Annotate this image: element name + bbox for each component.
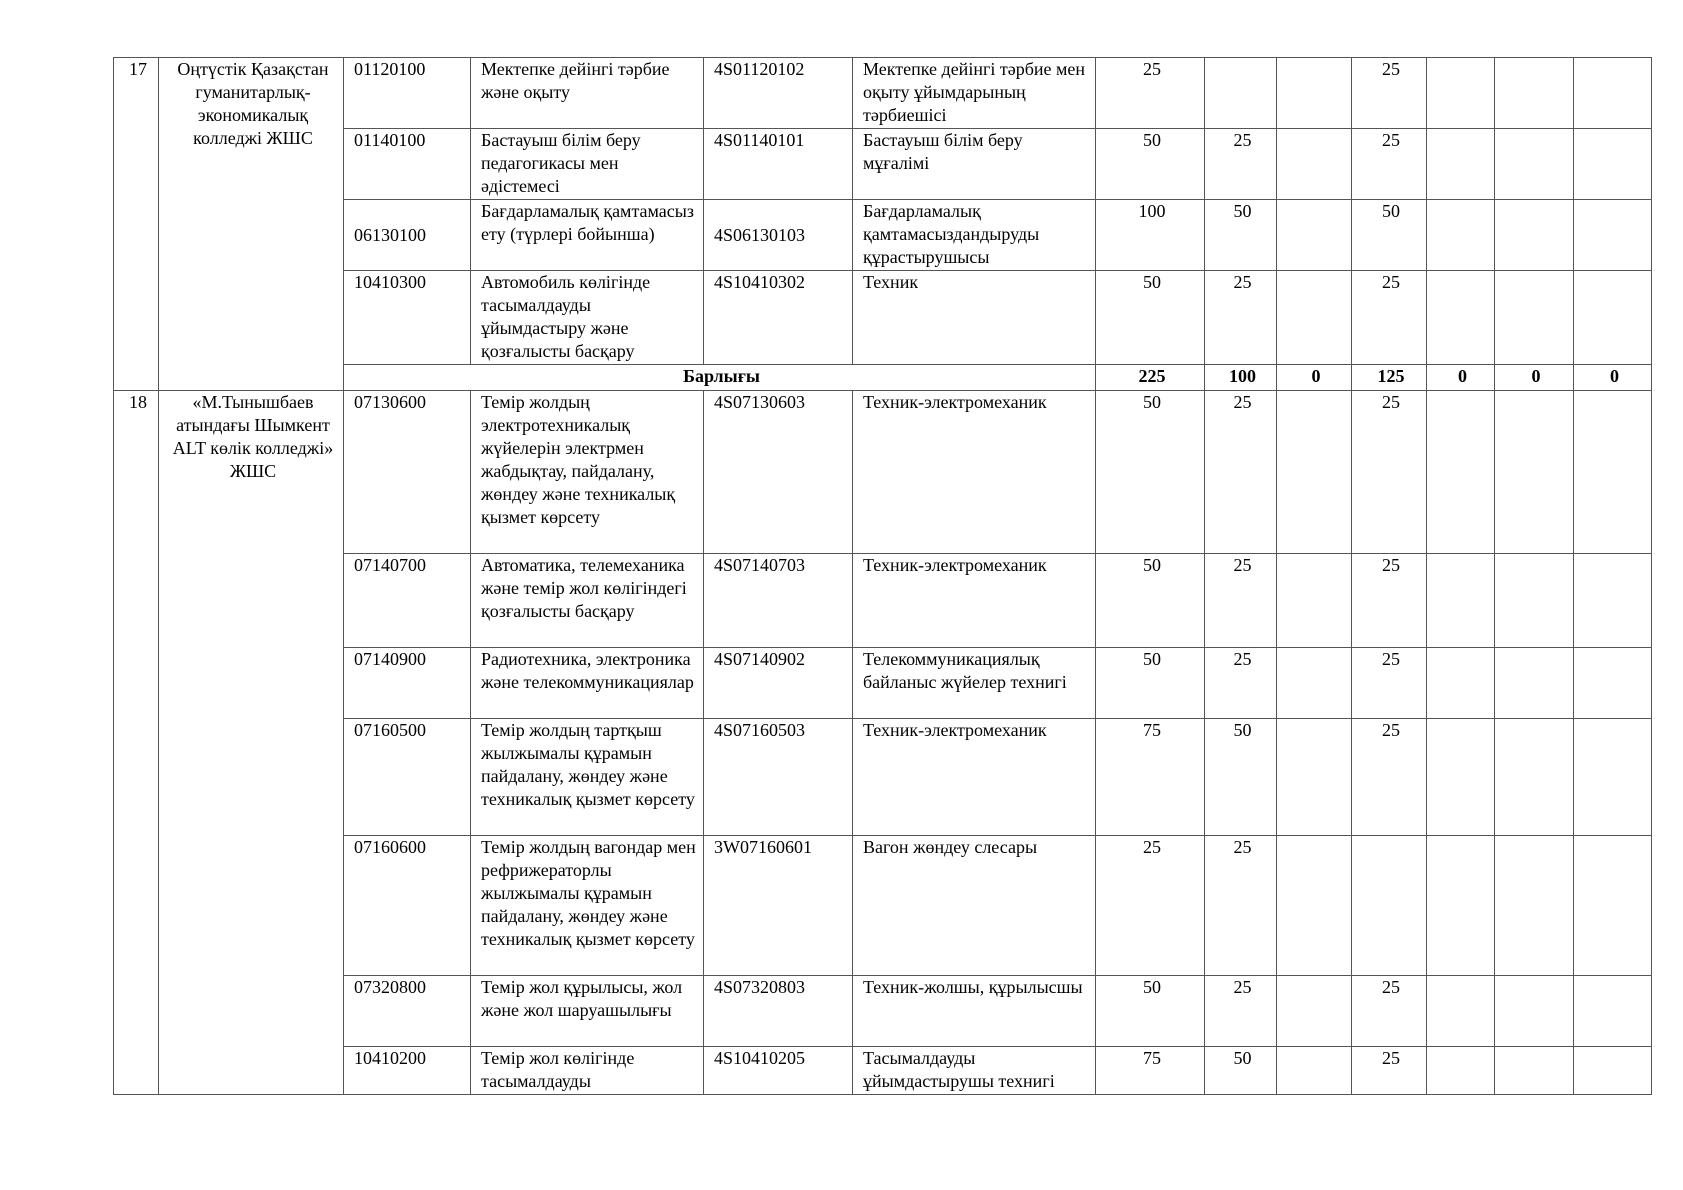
specialty-code: 10410200 (344, 1047, 471, 1095)
total-value: 100 (1205, 365, 1277, 391)
value-cell (1495, 391, 1574, 554)
qualification-code: 4S07320803 (704, 976, 853, 1047)
specialty-code: 01120100 (344, 58, 471, 129)
table-row (114, 271, 1652, 365)
qualification-code: 4S07160503 (704, 719, 853, 836)
value-cell: 25 (1205, 129, 1277, 200)
specialty-name: Темір жол құрылысы, жол және жол шаруашылығы (471, 976, 704, 1047)
table-row (114, 836, 1652, 976)
value-cell: 25 (1352, 719, 1427, 836)
qualification-name: Техник-электромеханик (853, 554, 1096, 648)
value-cell: 25 (1352, 554, 1427, 648)
specialty-name: Мектепке дейінгі тәрбие және оқыту (471, 58, 704, 129)
qualification-name: Техник-жолшы, құрылысшы (853, 976, 1096, 1047)
table-row (114, 554, 1652, 648)
value-cell: 50 (1205, 200, 1277, 271)
value-cell: 50 (1096, 129, 1205, 200)
value-cell (1427, 271, 1495, 365)
specialty-code: 07140700 (344, 554, 471, 648)
college-name: «М.Тынышбаев атындағы Шымкент ALT көлік колледжі» ЖШС (159, 391, 344, 1095)
table-row (114, 129, 1652, 200)
value-cell: 25 (1352, 976, 1427, 1047)
value-cell (1427, 554, 1495, 648)
value-cell (1427, 1047, 1495, 1095)
value-cell (1495, 648, 1574, 719)
qualification-name: Техник (853, 271, 1096, 365)
qualification-code: 4S10410302 (704, 271, 853, 365)
table-row (114, 976, 1652, 1047)
value-cell: 25 (1205, 976, 1277, 1047)
specialty-name: Бастауыш білім беру педагогикасы мен әдістемесі (471, 129, 704, 200)
total-value: 0 (1574, 365, 1652, 391)
table-row (114, 58, 1652, 129)
value-cell (1495, 554, 1574, 648)
value-cell (1277, 1047, 1352, 1095)
admission-plan-table (113, 57, 1652, 1095)
qualification-name: Тасымалдауды ұйымдастырушы технигі (853, 1047, 1096, 1095)
value-cell: 25 (1352, 391, 1427, 554)
qualification-name: Техник-электромеханик (853, 719, 1096, 836)
qualification-name: Вагон жөндеу слесары (853, 836, 1096, 976)
value-cell: 25 (1352, 648, 1427, 719)
value-cell: 75 (1096, 719, 1205, 836)
specialty-name: Темір жолдың тартқыш жылжымалы құрамын пайдалану, жөндеу және техникалық қызмет көрсету (471, 719, 704, 836)
qualification-code: 4S07130603 (704, 391, 853, 554)
specialty-name: Темір жол көлігінде тасымалдауды (471, 1047, 704, 1095)
specialty-name: Бағдарламалық қамтамасыз ету (түрлері бойынша) (471, 200, 704, 271)
qualification-code: 3W07160601 (704, 836, 853, 976)
college-name: Оңтүстік Қазақстан гуманитарлық-экономикалық колледжі ЖШС (159, 58, 344, 391)
total-value: 0 (1427, 365, 1495, 391)
value-cell (1427, 836, 1495, 976)
value-cell: 25 (1205, 271, 1277, 365)
value-cell (1427, 129, 1495, 200)
value-cell (1574, 271, 1652, 365)
qualification-code: 4S10410205 (704, 1047, 853, 1095)
specialty-name: Радиотехника, электроника және телекоммуникациялар (471, 648, 704, 719)
value-cell: 25 (1352, 58, 1427, 129)
value-cell: 50 (1205, 1047, 1277, 1095)
value-cell (1277, 58, 1352, 129)
value-cell: 50 (1096, 554, 1205, 648)
value-cell: 25 (1352, 271, 1427, 365)
specialty-name: Темір жолдың электротехникалық жүйелерін электрмен жабдықтау, пайдалану, жөндеу және техникалық қызмет көрсету (471, 391, 704, 554)
specialty-code: 07130600 (344, 391, 471, 554)
specialty-code: 07160600 (344, 836, 471, 976)
value-cell: 25 (1352, 1047, 1427, 1095)
qualification-code: 4S07140703 (704, 554, 853, 648)
qualification-code: 4S01120102 (704, 58, 853, 129)
value-cell (1277, 391, 1352, 554)
value-cell: 50 (1096, 391, 1205, 554)
value-cell (1277, 719, 1352, 836)
value-cell: 50 (1352, 200, 1427, 271)
value-cell (1427, 719, 1495, 836)
specialty-code: 06130100 (344, 200, 471, 271)
value-cell (1277, 648, 1352, 719)
total-value: 225 (1096, 365, 1205, 391)
value-cell (1352, 836, 1427, 976)
total-row (114, 365, 1652, 391)
value-cell (1495, 129, 1574, 200)
value-cell (1495, 200, 1574, 271)
qualification-code: 4S06130103 (704, 200, 853, 271)
value-cell: 25 (1096, 836, 1205, 976)
value-cell (1574, 1047, 1652, 1095)
value-cell (1427, 648, 1495, 719)
value-cell (1205, 58, 1277, 129)
specialty-code: 01140100 (344, 129, 471, 200)
value-cell (1427, 391, 1495, 554)
value-cell (1574, 554, 1652, 648)
value-cell: 50 (1205, 719, 1277, 836)
value-cell (1277, 129, 1352, 200)
value-cell: 75 (1096, 1047, 1205, 1095)
value-cell (1427, 976, 1495, 1047)
table-row (114, 391, 1652, 554)
qualification-name: Бастауыш білім беру мұғалімі (853, 129, 1096, 200)
value-cell (1574, 58, 1652, 129)
specialty-code: 10410300 (344, 271, 471, 365)
qualification-code: 4S01140101 (704, 129, 853, 200)
specialty-name: Темір жолдың вагондар мен рефрижераторлы жылжымалы құрамын пайдалану, жөндеу және техникалық қызмет көрсету (471, 836, 704, 976)
qualification-name: Техник-электромеханик (853, 391, 1096, 554)
value-cell (1495, 719, 1574, 836)
value-cell (1495, 976, 1574, 1047)
value-cell (1574, 129, 1652, 200)
value-cell: 25 (1205, 836, 1277, 976)
value-cell (1574, 719, 1652, 836)
value-cell: 25 (1352, 129, 1427, 200)
total-value: 0 (1495, 365, 1574, 391)
value-cell (1277, 976, 1352, 1047)
specialty-name: Автоматика, телемеханика және темір жол көлігіндегі қозғалысты басқару (471, 554, 704, 648)
row-number: 18 (114, 391, 159, 1095)
value-cell: 100 (1096, 200, 1205, 271)
value-cell (1427, 58, 1495, 129)
qualification-name: Телекоммуникациялық байланыс жүйелер технигі (853, 648, 1096, 719)
value-cell (1574, 648, 1652, 719)
value-cell: 50 (1096, 976, 1205, 1047)
value-cell (1574, 391, 1652, 554)
specialty-code: 07160500 (344, 719, 471, 836)
value-cell (1495, 1047, 1574, 1095)
value-cell (1277, 836, 1352, 976)
value-cell (1277, 200, 1352, 271)
qualification-name: Мектепке дейінгі тәрбие мен оқыту ұйымдарының тәрбиешісі (853, 58, 1096, 129)
table-row (114, 648, 1652, 719)
value-cell (1277, 271, 1352, 365)
value-cell (1427, 200, 1495, 271)
value-cell: 25 (1205, 554, 1277, 648)
row-number: 17 (114, 58, 159, 391)
qualification-name: Бағдарламалық қамтамасыздандыруды құрастырушысы (853, 200, 1096, 271)
value-cell (1574, 976, 1652, 1047)
total-label: Барлығы (344, 365, 1096, 391)
qualification-code: 4S07140902 (704, 648, 853, 719)
value-cell (1495, 836, 1574, 976)
value-cell: 25 (1096, 58, 1205, 129)
table-row (114, 1047, 1652, 1095)
value-cell: 25 (1205, 391, 1277, 554)
specialty-code: 07320800 (344, 976, 471, 1047)
value-cell: 50 (1096, 271, 1205, 365)
value-cell: 25 (1205, 648, 1277, 719)
value-cell (1495, 58, 1574, 129)
value-cell (1574, 836, 1652, 976)
total-value: 125 (1352, 365, 1427, 391)
value-cell (1277, 554, 1352, 648)
value-cell: 50 (1096, 648, 1205, 719)
value-cell (1574, 200, 1652, 271)
specialty-code: 07140900 (344, 648, 471, 719)
specialty-name: Автомобиль көлігінде тасымалдауды ұйымдастыру және қозғалысты басқару (471, 271, 704, 365)
value-cell (1495, 271, 1574, 365)
table-row (114, 719, 1652, 836)
total-value: 0 (1277, 365, 1352, 391)
table-row (114, 200, 1652, 271)
